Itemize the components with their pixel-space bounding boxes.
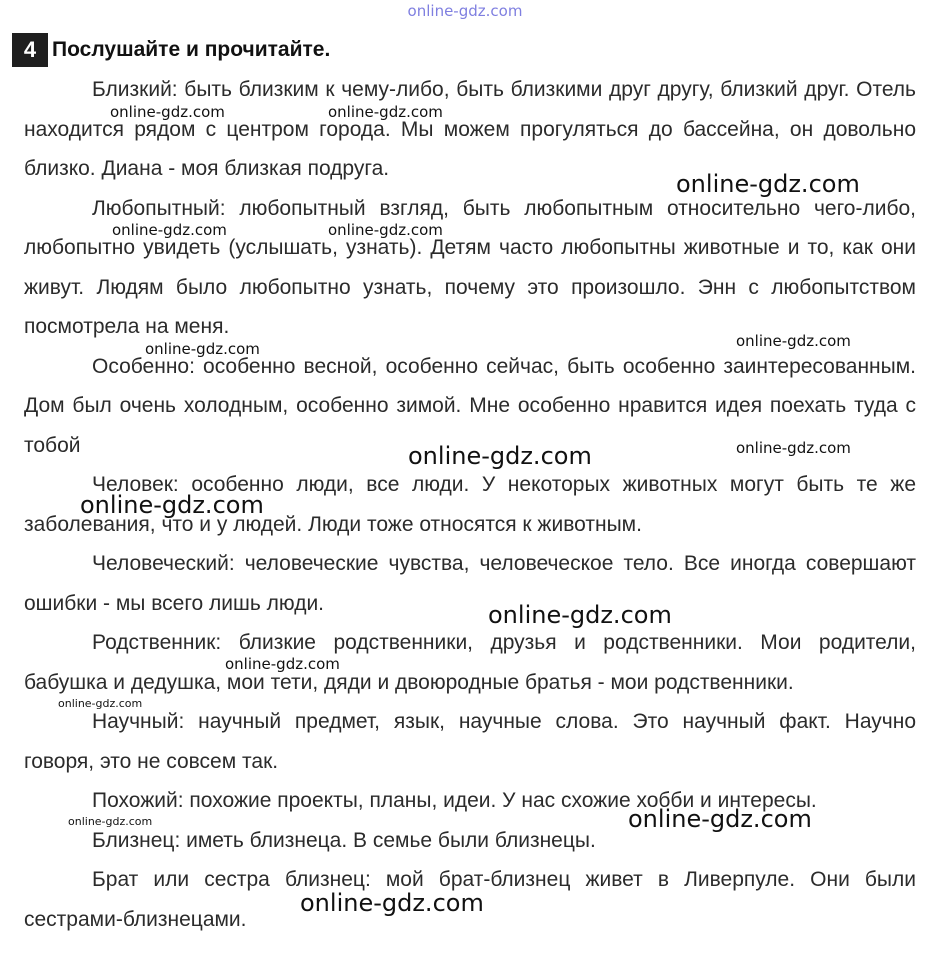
watermark: online-gdz.com — [328, 103, 443, 121]
watermark: online-gdz.com — [676, 170, 860, 198]
top-watermark: online-gdz.com — [407, 2, 523, 20]
paragraph-nauchnyy: Научный: научный предмет, язык, научные слова. Это научный факт. Научно говоря, это не совсем так. — [24, 710, 916, 773]
exercise-number: 4 — [12, 33, 48, 67]
paragraph-pokhozhiy: Похожий: похожие проекты, планы, идеи. У нас схожие хобби и интересы. — [92, 789, 817, 812]
watermark: online-gdz.com — [225, 655, 340, 673]
watermark: online-gdz.com — [328, 221, 443, 239]
watermark: online-gdz.com — [68, 815, 153, 828]
paragraph-chelovecheskiy: Человеческий: человеческие чувства, человеческое тело. Все иногда совершают ошибки - мы всего лишь люди. — [24, 552, 916, 615]
paragraph-lyubopytnyy: Любопытный: любопытный взгляд, быть любопытным относительно чего-либо, любопытно увидеть (услышать, узнать). Детям часто любопытны животные и то, как они живут. Людям было любопытно узнать, почему это произошло. Энн с любопытством посмотрела на меня. — [24, 196, 916, 338]
paragraph-blizkiy: Близкий: быть близким к чему-либо, быть близкими друг другу, близкий друг. Отель находится рядом с центром города. Мы можем прогуляться до бассейна, он довольно близко. Диана - моя близкая подруга. — [24, 78, 916, 180]
paragraph-brat-ili-sestra: Брат или сестра близнец: мой брат-близнец живет в Ливерпуле. Они были сестрами-близнецами. — [24, 868, 916, 931]
paragraph-osobenno: Особенно: особенно весной, особенно сейчас, быть особенно заинтересованным. Дом был очень холодным, особенно зимой. Мне особенно нравится идея поехать туда с тобой — [24, 354, 916, 457]
watermark: online-gdz.com — [628, 805, 812, 833]
watermark: online-gdz.com — [736, 332, 851, 350]
exercise-header — [12, 33, 330, 67]
paragraph-chelovek: Человек: особенно люди, все люди. У некоторых животных могут быть те же заболевания, что и у людей. Люди тоже относятся к животным. — [24, 473, 916, 536]
watermark: online-gdz.com — [112, 221, 227, 239]
watermark: online-gdz.com — [736, 439, 851, 457]
paragraph-bliznets: Близнец: иметь близнеца. В семье были близнецы. — [92, 828, 596, 852]
watermark: online-gdz.com — [300, 889, 484, 917]
watermark: online-gdz.com — [408, 442, 592, 470]
watermark: online-gdz.com — [80, 491, 264, 519]
paragraph-rodstvennik: Родственник: близкие родственники, друзья и родственники. Мои родители, бабушка и дедушка, мои тети, дяди и двоюродные братья - мои родственники. — [24, 631, 916, 694]
watermark: online-gdz.com — [58, 697, 143, 710]
watermark: online-gdz.com — [488, 601, 672, 629]
watermark: online-gdz.com — [145, 340, 260, 358]
watermark: online-gdz.com — [110, 103, 225, 121]
exercise-title: Послушайте и прочитайте. — [52, 38, 331, 61]
